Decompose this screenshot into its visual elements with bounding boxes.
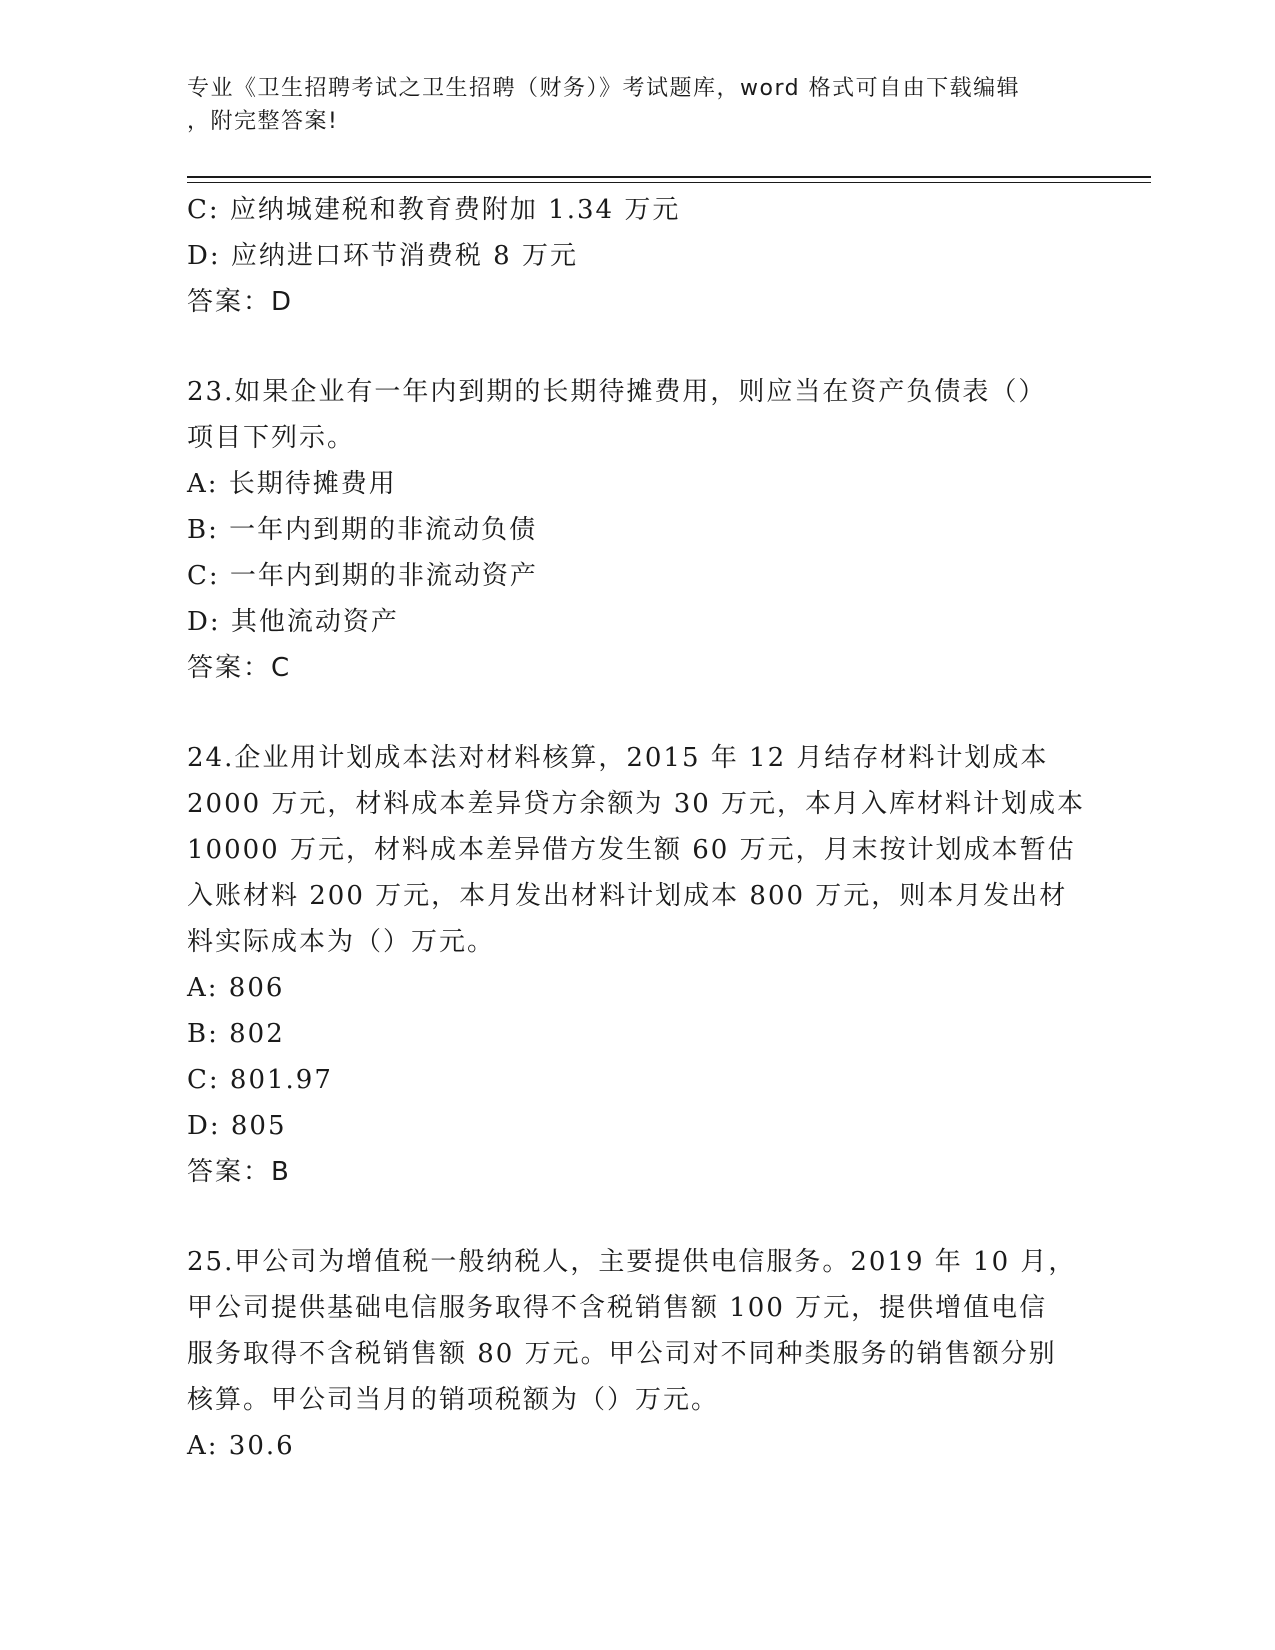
header-divider-thick [187,176,1151,178]
stem-line: 甲公司提供基础电信服务取得不含税销售额 100 万元，提供增值电信 [187,1293,1048,1323]
document-header [187,72,1087,138]
stem-line: 项目下列示。 [187,423,356,453]
stem-line: 2000 万元，材料成本差异贷方余额为 30 万元，本月入库材料计划成本 [187,789,1086,819]
option-b: B: 一年内到期的非流动负债 [187,515,538,545]
header-line-1: 专业《卫生招聘考试之卫生招聘（财务）》考试题库，word 格式可自由下载编辑 [187,76,1021,101]
question-stem [187,735,1087,965]
stem-line: 料实际成本为（）万元。 [187,927,496,957]
answer-label: 答案：D [187,287,294,317]
stem-line: 25.甲公司为增值税一般纳税人，主要提供电信服务。2019 年 10 月， [187,1247,1077,1277]
answer-label: 答案：C [187,653,292,683]
stem-line: 入账材料 200 万元，本月发出材料计划成本 800 万元，则本月发出材 [187,881,1068,911]
option-a: A: 806 [187,973,285,1003]
stem-line: 10000 万元，材料成本差异借方发生额 60 万元，月末按计划成本暂估 [187,835,1076,865]
answer-label: 答案：B [187,1157,291,1187]
option-b: B: 802 [187,1019,285,1049]
option-c: C: 应纳城建税和教育费附加 1.34 万元 [187,195,681,225]
question-stem [187,369,1087,461]
option-a: A: 长期待摊费用 [187,469,397,499]
question-stem [187,1239,1087,1423]
header-divider-thin [187,182,1151,183]
question-22-tail [187,187,1087,325]
option-c: C: 一年内到期的非流动资产 [187,561,538,591]
option-d: D: 其他流动资产 [187,607,399,637]
question-24 [187,735,1087,1195]
option-c: C: 801.97 [187,1065,333,1095]
stem-line: 24.企业用计划成本法对材料核算，2015 年 12 月结存材料计划成本 [187,743,1049,773]
stem-line: 23.如果企业有一年内到期的长期待摊费用，则应当在资产负债表（） [187,377,1047,407]
option-a: A: 30.6 [187,1431,295,1461]
stem-line: 服务取得不含税销售额 80 万元。甲公司对不同种类服务的销售额分别 [187,1339,1057,1369]
question-content [187,187,1087,1469]
header-line-2: ，附完整答案! [187,109,339,134]
option-d: D: 应纳进口环节消费税 8 万元 [187,241,578,271]
question-25 [187,1239,1087,1469]
stem-line: 核算。甲公司当月的销项税额为（）万元。 [187,1385,720,1415]
question-23 [187,369,1087,691]
option-d: D: 805 [187,1111,287,1141]
